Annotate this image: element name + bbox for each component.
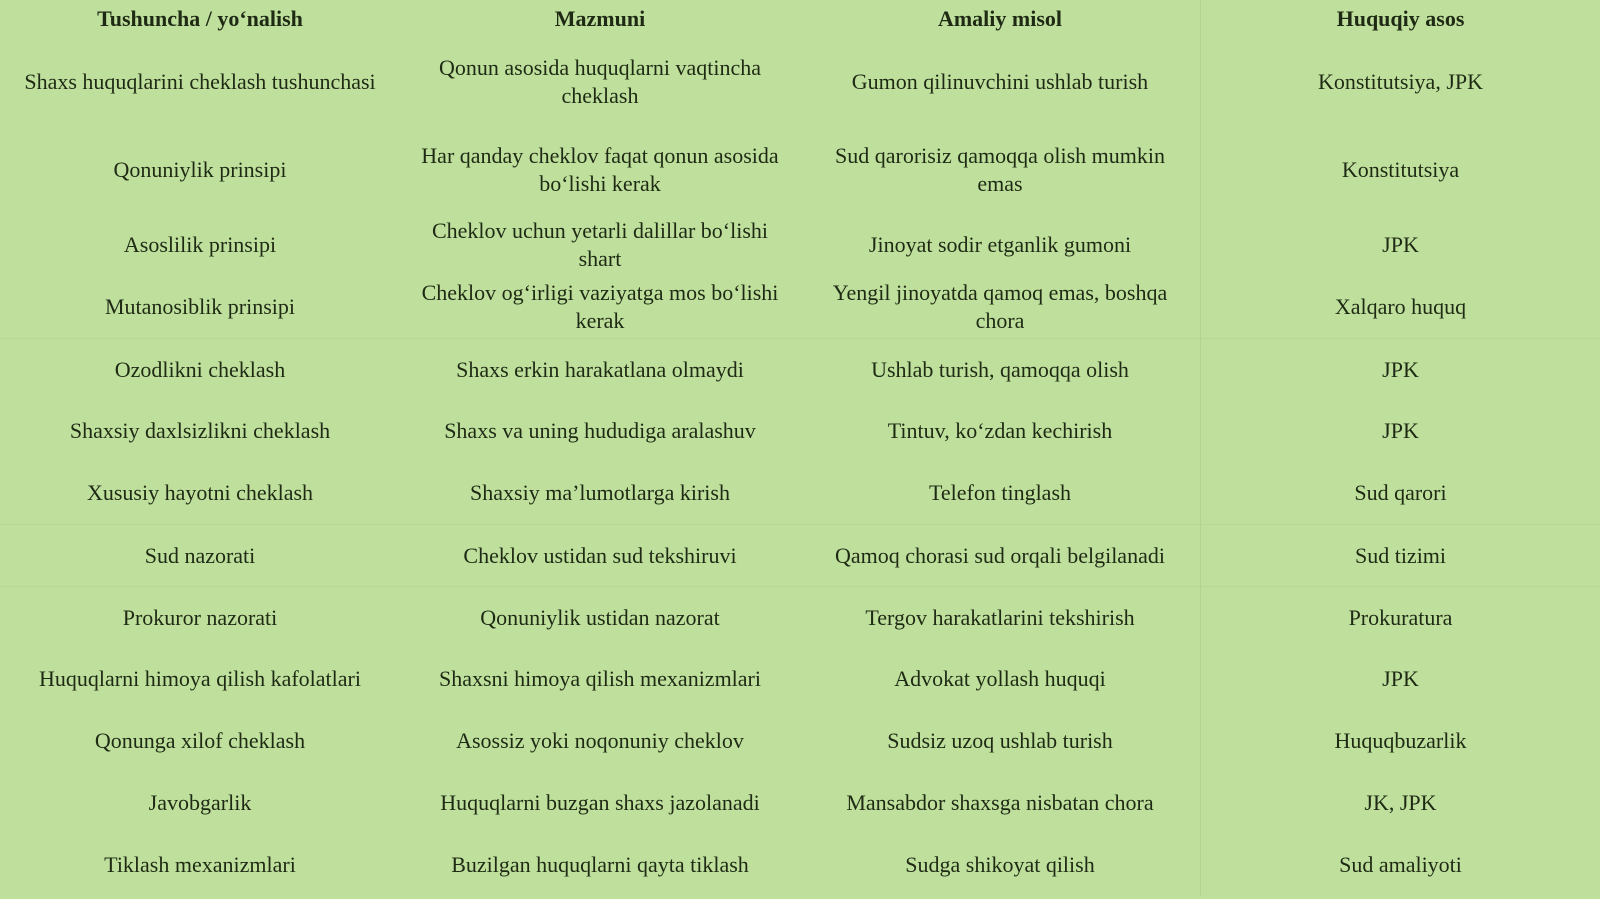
table-row (0, 524, 1600, 587)
table-cell: Prokuror nazorati (122, 605, 278, 630)
table-cell: Asossiz yoki noqonuniy cheklov (456, 728, 744, 753)
table-cell: Tintuv, ko‘zdan kechirish (887, 418, 1113, 443)
table-cell: Prokuratura (1200, 587, 1600, 649)
table-cell: Shaxs huquqlarini cheklash tushunchasi (24, 69, 376, 94)
table-cell: Shaxs erkin harakatlana olmaydi (456, 357, 744, 382)
table-row (0, 462, 1600, 524)
table-cell: Cheklov ustidan sud tekshiruvi (463, 543, 737, 568)
table-cell: Buzilgan huquqlarni qayta tiklash (451, 852, 749, 877)
table-cell: Cheklov uchun yetarli dalillar bo‘lishi shart (431, 218, 769, 271)
table-cell: JK, JPK (1200, 772, 1600, 834)
table-row (0, 38, 1600, 126)
header-cell: Mazmuni (554, 6, 646, 31)
table-cell: Cheklov og‘irligi vaziyatga mos bo‘lishi kerak (421, 280, 779, 333)
table-cell: Har qanday cheklov faqat qonun asosida bo‘lishi kerak (421, 143, 779, 196)
header-cell: Huquqiy asos (1200, 0, 1600, 38)
table-cell: Huquqbuzarlik (1200, 710, 1600, 772)
table-cell: Konstitutsiya, JPK (1200, 38, 1600, 126)
table-cell: Ozodlikni cheklash (114, 357, 286, 382)
table-row (0, 400, 1600, 462)
table-row (0, 214, 1600, 276)
table-cell: Shaxsni himoya qilish mexanizmlari (438, 666, 761, 691)
header-cell: Tushuncha / yo‘nalish (97, 6, 303, 31)
header-cell: Amaliy misol (937, 6, 1063, 31)
table-cell: Advokat yollash huquqi (894, 666, 1106, 691)
table-cell: Gumon qilinuvchini ushlab turish (851, 69, 1149, 94)
table-cell: Qonuniylik prinsipi (113, 157, 287, 182)
table-cell: Qonunga xilof cheklash (94, 728, 306, 753)
table-cell: Qamoq chorasi sud orqali belgilanadi (835, 543, 1165, 568)
table-cell: Huquqlarni himoya qilish kafolatlari (39, 666, 361, 691)
table-cell: Mutanosiblik prinsipi (104, 294, 296, 319)
table-cell: Sud tizimi (1200, 525, 1600, 587)
table-header-row (0, 0, 1600, 38)
table-cell: Asoslilik prinsipi (123, 232, 277, 257)
table-cell: Shaxsiy daxlsizlikni cheklash (69, 418, 331, 443)
table-cell: Jinoyat sodir etganlik gumoni (868, 232, 1132, 257)
table-cell: Shaxsiy ma’lumotlarga kirish (470, 480, 730, 505)
table-row (0, 834, 1600, 896)
table-cell: Mansabdor shaxsga nisbatan chora (846, 790, 1154, 815)
table-cell: Javobgarlik (148, 790, 252, 815)
table-cell: Konstitutsiya (1200, 126, 1600, 214)
table-row (0, 338, 1600, 401)
table-cell: Yengil jinoyatda qamoq emas, boshqa chora (832, 280, 1168, 333)
table-cell: Shaxs va uning hududiga aralashuv (444, 418, 756, 443)
table-cell: Sudsiz uzoq ushlab turish (887, 728, 1113, 753)
table-cell: Sud qarorisiz qamoqqa olish mumkin emas (835, 143, 1165, 196)
table-cell: Xalqaro huquq (1200, 276, 1600, 338)
table-cell: Sudga shikoyat qilish (905, 852, 1095, 877)
table-row (0, 772, 1600, 834)
table-cell: Ushlab turish, qamoqqa olish (871, 357, 1129, 382)
table-row (0, 126, 1600, 214)
table-row (0, 710, 1600, 772)
table-cell: Tergov harakatlarini tekshirish (865, 605, 1135, 630)
table-cell: Xususiy hayotni cheklash (86, 480, 314, 505)
table-cell: Telefon tinglash (928, 480, 1072, 505)
table-cell: Sud amaliyoti (1200, 834, 1600, 896)
table-cell: Huquqlarni buzgan shaxs jazolanadi (440, 790, 760, 815)
table-row (0, 586, 1600, 649)
table-cell: Qonuniylik ustidan nazorat (480, 605, 720, 630)
table-row (0, 276, 1600, 338)
table-cell: Qonun asosida huquqlarni vaqtincha cheklash (439, 55, 761, 108)
table-cell: Tiklash mexanizmlari (104, 852, 296, 877)
table-cell: JPK (1200, 214, 1600, 276)
table-cell: Sud qarori (1200, 462, 1600, 524)
table-cell: JPK (1200, 400, 1600, 462)
table-cell: JPK (1200, 648, 1600, 710)
table-row (0, 648, 1600, 710)
table-cell: JPK (1200, 339, 1600, 401)
table-cell: Sud nazorati (144, 543, 256, 568)
